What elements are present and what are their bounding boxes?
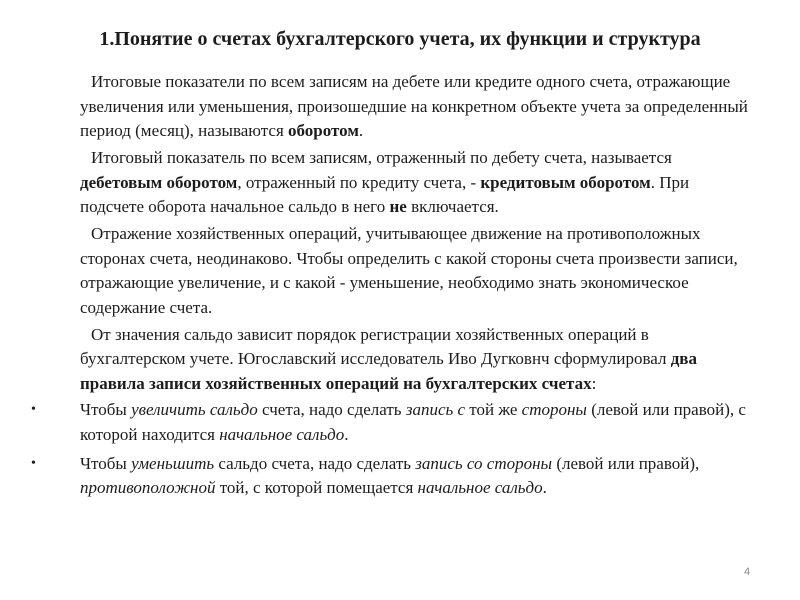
emphasis-entry-from: запись с xyxy=(405,400,466,420)
slide-body xyxy=(31,70,750,505)
text-segment: той же xyxy=(465,400,522,420)
bullet-icon: • xyxy=(31,402,36,418)
text-segment: . xyxy=(358,121,364,141)
emphasis-entry-from-side: запись со стороны xyxy=(415,453,553,473)
rule-increase-saldo xyxy=(31,398,750,447)
emphasis-opposite: противоположной xyxy=(80,478,216,498)
text-segment: Чтобы xyxy=(80,453,132,473)
text-segment: сальдо счета, надо сделать xyxy=(214,453,416,473)
emphasis-opening-saldo: начальное сальдо xyxy=(219,425,345,445)
emphasis-not: не xyxy=(389,197,407,217)
term-debit-turnover: дебетовым оборотом xyxy=(80,172,238,192)
text-segment: . xyxy=(542,478,547,498)
slide-title: 1.Понятие о счетах бухгалтерского учета, их функции и структура xyxy=(99,28,701,50)
emphasis-increase-saldo: увеличить сальдо xyxy=(131,400,258,420)
term-credit-turnover: кредитовым оборотом xyxy=(480,172,651,192)
emphasis-decrease: уменьшить xyxy=(131,453,215,473)
text-segment: (левой или правой), с которой находится xyxy=(80,400,746,445)
rule-decrease-saldo xyxy=(31,452,750,501)
rules-list xyxy=(31,398,750,500)
paragraph-operations-reflection xyxy=(80,222,750,320)
text-segment: . При подсчете оборота начальное сальдо в него xyxy=(80,172,690,217)
text-segment: включается. xyxy=(406,197,499,217)
text-segment: От значения сальдо зависит порядок регистрации хозяйственных операций в бухгалтерском учете. Югославский исследователь Иво Дугковнч сформулировал xyxy=(80,324,671,369)
text-segment: (левой или правой), xyxy=(552,453,700,473)
paragraph-turnover-definition xyxy=(80,70,750,144)
bullet-icon: • xyxy=(31,455,36,471)
text-segment: счета, надо сделать xyxy=(257,400,406,420)
page-number: 4 xyxy=(744,566,751,578)
text-segment: , отраженный по кредиту счета, - xyxy=(237,172,481,192)
text-segment: Итоговые показатели по всем записям на дебете или кредите одного счета, отражающие увеличения или уменьшения, произошедшие на конкретном объекте учета за определенный период (месяц), называются xyxy=(80,72,748,141)
text-segment: Чтобы xyxy=(80,400,132,420)
paragraph-debit-credit-turnover xyxy=(80,146,750,220)
text-segment: : xyxy=(591,373,597,393)
emphasis-side: стороны xyxy=(521,400,587,420)
emphasis-opening-saldo: начальное сальдо xyxy=(417,478,543,498)
text-segment: . xyxy=(344,425,349,445)
text-segment: Итоговый показатель по всем записям, отраженный по дебету счета, называется xyxy=(91,147,672,167)
term-turnover: оборотом xyxy=(288,121,359,141)
paragraph-saldo-rules-intro xyxy=(80,323,750,397)
term-two-rules: два правила записи хозяйственных операций на бухгалтерских счетах xyxy=(80,349,697,393)
text-segment: той, с которой помещается xyxy=(215,478,418,498)
text-segment: Отражение хозяйственных операций, учитывающее движение на противоположных сторонах счета, неодинаково. Чтобы определить с какой стороны счета произвести записи, отражающие увеличение, и с какой - уменьшение, необходимо знать экономическое содержание счета. xyxy=(80,223,738,317)
